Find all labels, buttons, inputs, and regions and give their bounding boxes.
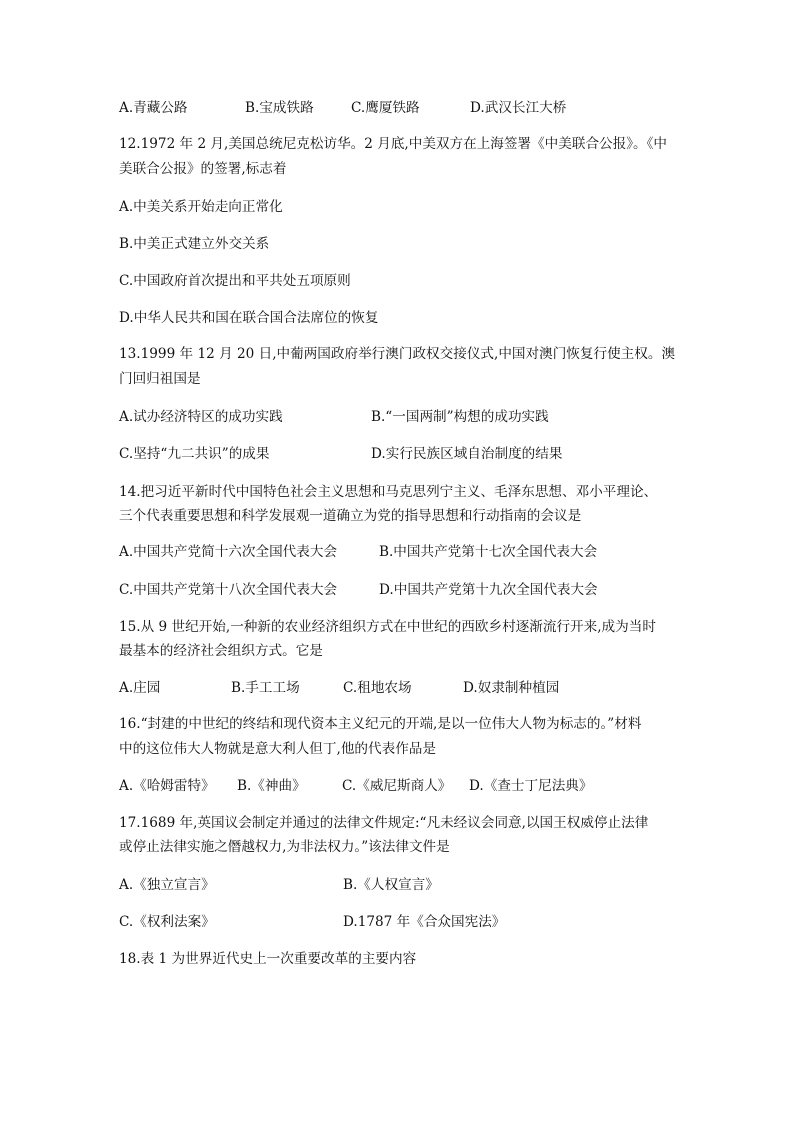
q17-stem-line1: 17.1689 年,英国议会制定并通过的法律文件规定:“凡未经议会同意,以国王权威停止法律 xyxy=(119,815,649,831)
q16-option-d: D.《查士丁尼法典》 xyxy=(469,778,593,794)
q17-option-d: D.1787 年《合众国宪法》 xyxy=(343,914,506,930)
q14-stem-line1: 14.把习近平新时代中国特色社会主义思想和马克思列宁主义、毛泽东思想、邓小平理论、 xyxy=(119,484,658,500)
q14-option-c: C.中国共产党第十八次全国代表大会 xyxy=(119,582,338,598)
q17-option-c: C.《权利法案》 xyxy=(119,914,215,930)
q11-option-b: B.宝成铁路 xyxy=(245,100,314,116)
q16-option-c: C.《威尼斯商人》 xyxy=(342,778,452,794)
q12-option-b: B.中美正式建立外交关系 xyxy=(119,236,270,252)
q15-stem-line2: 最基本的经济社会组织方式。它是 xyxy=(119,643,323,659)
q13-stem-line1: 13.1999 年 12 月 20 日,中葡两国政府举行澳门政权交接仪式,中国对澳门恢复行使主权。澳 xyxy=(119,346,676,362)
q12-stem-line2: 美联合公报》的签署,标志着 xyxy=(119,161,287,177)
q12-option-c: C.中国政府首次提出和平共处五项原则 xyxy=(119,273,351,289)
q14-option-b: B.中国共产党第十七次全国代表大会 xyxy=(379,544,598,560)
q11-option-d: D.武汉长江大桥 xyxy=(470,100,567,116)
q14-option-a: A.中国共产党简十六次全国代表大会 xyxy=(119,544,338,560)
q15-option-d: D.奴隶制种植园 xyxy=(463,680,560,696)
q16-stem-line1: 16.“封建的中世纪的终结和现代资本主义纪元的开端,是以一位伟大人物为标志的。”材料 xyxy=(119,716,642,732)
q13-stem-line2: 门回归祖国是 xyxy=(119,371,201,387)
q15-option-a: A.庄园 xyxy=(119,680,161,696)
q12-option-d: D.中华人民共和国在联合国合法席位的恢复 xyxy=(119,310,379,326)
q16-stem-line2: 中的这位伟大人物就是意大利人但丁,他的代表作品是 xyxy=(119,741,436,757)
q15-option-c: C.租地农场 xyxy=(343,680,412,696)
q16-option-a: A.《哈姆雷特》 xyxy=(119,778,215,794)
q14-option-d: D.中国共产党第十九次全国代表大会 xyxy=(379,582,598,598)
q17-option-b: B.《人权宣言》 xyxy=(343,877,439,893)
q17-option-a: A.《独立宣言》 xyxy=(119,877,215,893)
q13-option-a: A.试办经济特区的成功实践 xyxy=(119,409,283,425)
q15-option-b: B.手工工场 xyxy=(231,680,300,696)
q18-stem-line1: 18.表 1 为世界近代史上一次重要改革的主要内容 xyxy=(119,951,417,967)
q13-option-c: C.坚持“九二共识”的成果 xyxy=(119,446,270,462)
q13-option-d: D.实行民族区域自治制度的结果 xyxy=(371,446,563,462)
q17-stem-line2: 或停止法律实施之僭越权力,为非法权力。”该法律文件是 xyxy=(119,839,450,855)
q14-stem-line2: 三个代表重要思想和科学发展观一道确立为党的指导思想和行动指南的会议是 xyxy=(119,508,582,524)
q15-stem-line1: 15.从 9 世纪开始,一种新的农业经济组织方式在中世纪的西欧乡村逐渐流行开来,成为当时 xyxy=(119,619,656,635)
q12-option-a: A.中美关系开始走向正常化 xyxy=(119,199,283,215)
q11-option-a: A.青藏公路 xyxy=(119,100,188,116)
q11-option-c: C.鹰厦铁路 xyxy=(351,100,420,116)
q13-option-b: B.“一国两制”构想的成功实践 xyxy=(371,409,549,425)
q16-option-b: B.《神曲》 xyxy=(237,778,306,794)
q12-stem-line1: 12.1972 年 2 月,美国总统尼克松访华。2 月底,中美双方在上海签署《中美联合公报》。《中 xyxy=(119,136,668,152)
